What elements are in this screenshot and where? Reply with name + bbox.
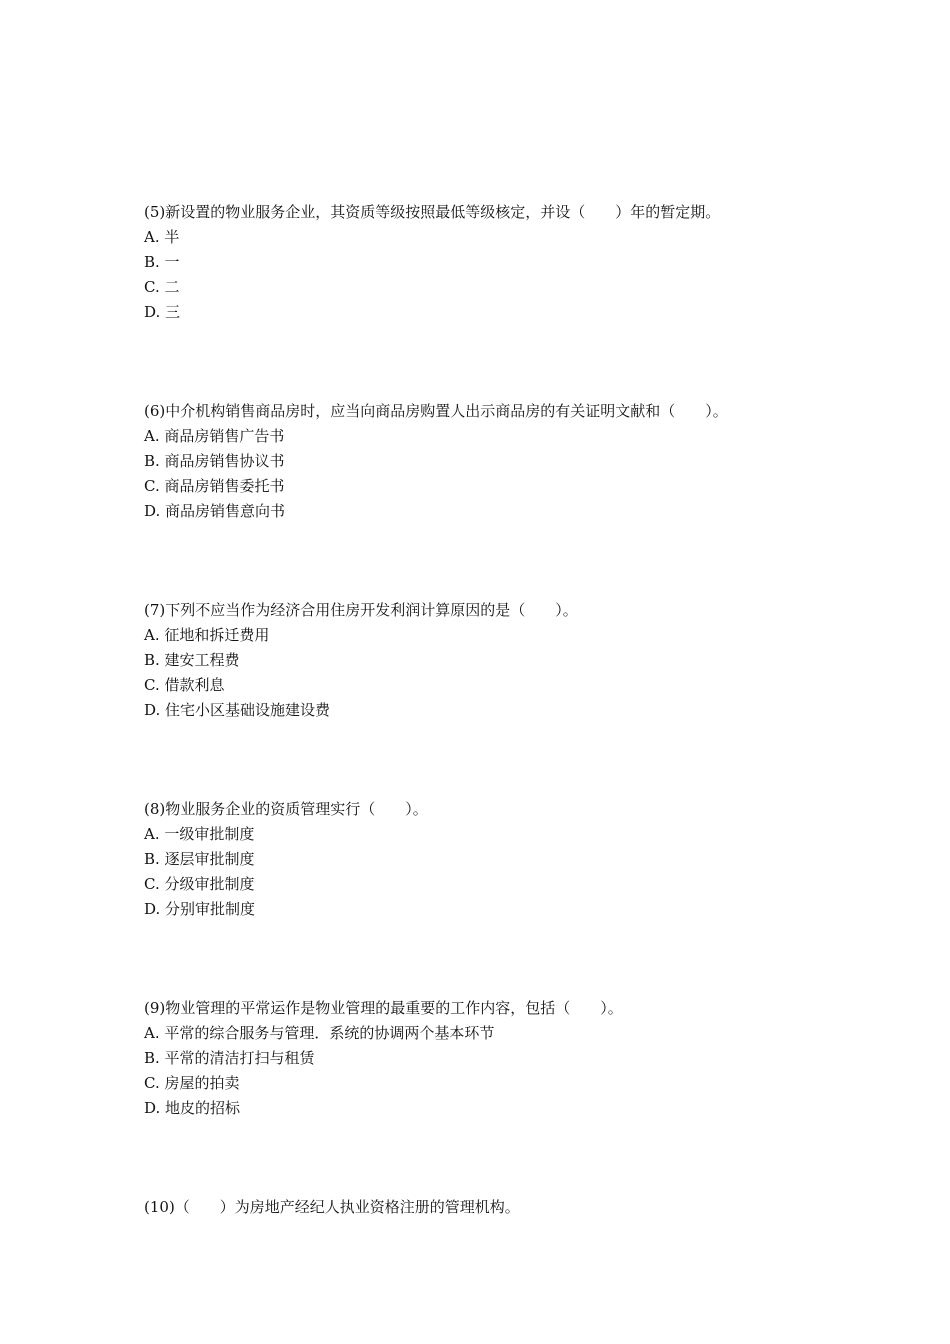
question-stem: (8)物业服务企业的资质管理实行（ ）。 [144, 800, 428, 818]
option-a: A. 平常的综合服务与管理．系统的协调两个基本环节 [144, 1024, 495, 1042]
option-c: C. 房屋的拍卖 [144, 1074, 240, 1092]
question-stem: (6)中介机构销售商品房时，应当向商品房购置人出示商品房的有关证明文献和（ ）。 [144, 402, 728, 420]
question-5 [144, 200, 844, 325]
option-b: B. 一 [144, 253, 180, 271]
option-b: B. 建安工程费 [144, 651, 240, 669]
question-10 [144, 1195, 844, 1220]
question-8 [144, 797, 844, 922]
option-d: D. 地皮的招标 [144, 1099, 241, 1117]
option-a: A. 商品房销售广告书 [144, 427, 285, 445]
option-d: D. 住宅小区基础设施建设费 [144, 701, 331, 719]
option-a: A. 征地和拆迁费用 [144, 626, 270, 644]
question-stem: (5)新设置的物业服务企业，其资质等级按照最低等级核定，并设（ ）年的暂定期。 [144, 203, 721, 221]
option-d: D. 分别审批制度 [144, 900, 256, 918]
option-a: A. 一级审批制度 [144, 825, 255, 843]
question-9 [144, 996, 844, 1121]
option-c: C. 二 [144, 278, 180, 296]
question-6 [144, 399, 844, 524]
option-b: B. 商品房销售协议书 [144, 452, 285, 470]
question-stem: (9)物业管理的平常运作是物业管理的最重要的工作内容，包括（ ）。 [144, 999, 623, 1017]
option-d: D. 三 [144, 303, 181, 321]
option-c: C. 商品房销售委托书 [144, 477, 285, 495]
option-b: B. 逐层审批制度 [144, 850, 255, 868]
question-stem: (10)（ ）为房地产经纪人执业资格注册的管理机构。 [144, 1198, 520, 1216]
option-c: C. 分级审批制度 [144, 875, 255, 893]
question-7 [144, 598, 844, 723]
option-b: B. 平常的清洁打扫与租赁 [144, 1049, 315, 1067]
question-stem: (7)下列不应当作为经济合用住房开发利润计算原因的是（ ）。 [144, 601, 578, 619]
option-d: D. 商品房销售意向书 [144, 502, 286, 520]
option-a: A. 半 [144, 228, 180, 246]
option-c: C. 借款利息 [144, 676, 225, 694]
